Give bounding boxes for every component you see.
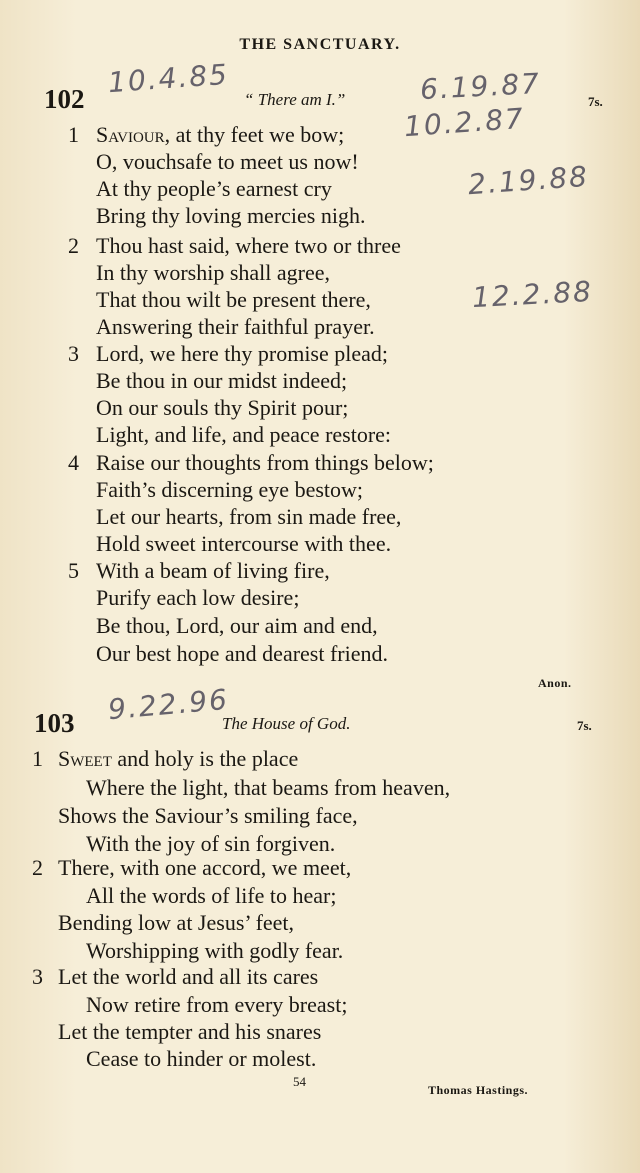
verse-line: Our best hope and dearest friend. xyxy=(96,641,389,666)
handwritten-date: 2.19.88 xyxy=(466,159,590,202)
verse-line: With the joy of sin forgiven. xyxy=(86,831,336,856)
handwritten-date: 9.22.96 xyxy=(106,682,231,727)
verse-line: Be thou, Lord, our aim and end, xyxy=(96,613,378,638)
verse-line: On our souls thy Spirit pour; xyxy=(96,395,349,420)
hymn-102-header xyxy=(0,82,640,114)
verse-line: Sweet and holy is the place xyxy=(58,746,299,771)
handwritten-date: 6.19.87 xyxy=(419,66,542,107)
verse-line: Hold sweet intercourse with thee. xyxy=(96,531,392,556)
hymn-meter: 7s. xyxy=(588,94,603,109)
verse-line: In thy worship shall agree, xyxy=(96,260,330,285)
verse-line: Bring thy loving mercies nigh. xyxy=(96,203,366,228)
verse-line: Raise our thoughts from things below; xyxy=(96,450,434,475)
verse-number: 4 xyxy=(68,450,79,475)
verse-line: At thy people’s earnest cry xyxy=(96,176,332,201)
verse-number: 5 xyxy=(68,558,79,583)
hymn-number: 102 xyxy=(44,84,85,114)
verse-number: 3 xyxy=(68,341,79,366)
hymn-103-header xyxy=(0,706,640,738)
verse-line: Let the tempter and his snares xyxy=(58,1019,322,1044)
page-header: THE SANCTUARY. xyxy=(239,36,401,53)
verse-number: 1 xyxy=(68,122,79,147)
verse-line: Shows the Saviour’s smiling face, xyxy=(58,803,358,828)
verse-line: Where the light, that beams from heaven, xyxy=(86,775,451,800)
verse-line: O, vouchsafe to meet us now! xyxy=(96,149,359,174)
verse-number: 2 xyxy=(68,233,79,258)
hymn-103-author: Thomas Hastings. xyxy=(428,1083,529,1097)
hymn-title: The House of God. xyxy=(222,714,351,733)
handwritten-date: 10.2.87 xyxy=(402,101,526,144)
verse-line: Bending low at Jesus’ feet, xyxy=(58,910,295,935)
hymn-number: 103 xyxy=(34,708,75,738)
hymn-102-author: Anon. xyxy=(538,676,572,690)
verse-line: Cease to hinder or molest. xyxy=(86,1046,317,1071)
hymn-meter: 7s. xyxy=(577,718,592,733)
handwritten-date: 10.4.85 xyxy=(106,57,230,100)
verse-number: 3 xyxy=(32,964,43,989)
verse-number: 1 xyxy=(32,746,43,771)
verse-line: Thou hast said, where two or three xyxy=(96,233,401,258)
verse-line: That thou wilt be present there, xyxy=(96,287,371,312)
verse-line: Purify each low desire; xyxy=(96,585,300,610)
verse-number: 2 xyxy=(32,855,43,880)
verse-line: Worshipping with godly fear. xyxy=(86,938,344,963)
verse-line: Now retire from every breast; xyxy=(86,992,348,1017)
hymn-title: “ There am I.” xyxy=(244,90,346,109)
handwritten-date: 12.2.88 xyxy=(471,274,594,315)
verse-line: Faith’s discerning eye bestow; xyxy=(96,477,364,502)
verse-line: Be thou in our midst indeed; xyxy=(96,368,348,393)
verse-line: Light, and life, and peace restore: xyxy=(96,422,392,447)
verse-line: With a beam of living fire, xyxy=(96,558,330,583)
page-number: 54 xyxy=(293,1074,306,1089)
verse-line: Let our hearts, from sin made free, xyxy=(96,504,402,529)
verse-line: Lord, we here thy promise plead; xyxy=(96,341,389,366)
verse-line: Saviour, at thy feet we bow; xyxy=(96,122,345,147)
verse-line: All the words of life to hear; xyxy=(86,883,337,908)
verse-line: There, with one accord, we meet, xyxy=(58,855,352,880)
verse-line: Answering their faithful prayer. xyxy=(96,314,375,339)
verse-line: Let the world and all its cares xyxy=(58,964,319,989)
